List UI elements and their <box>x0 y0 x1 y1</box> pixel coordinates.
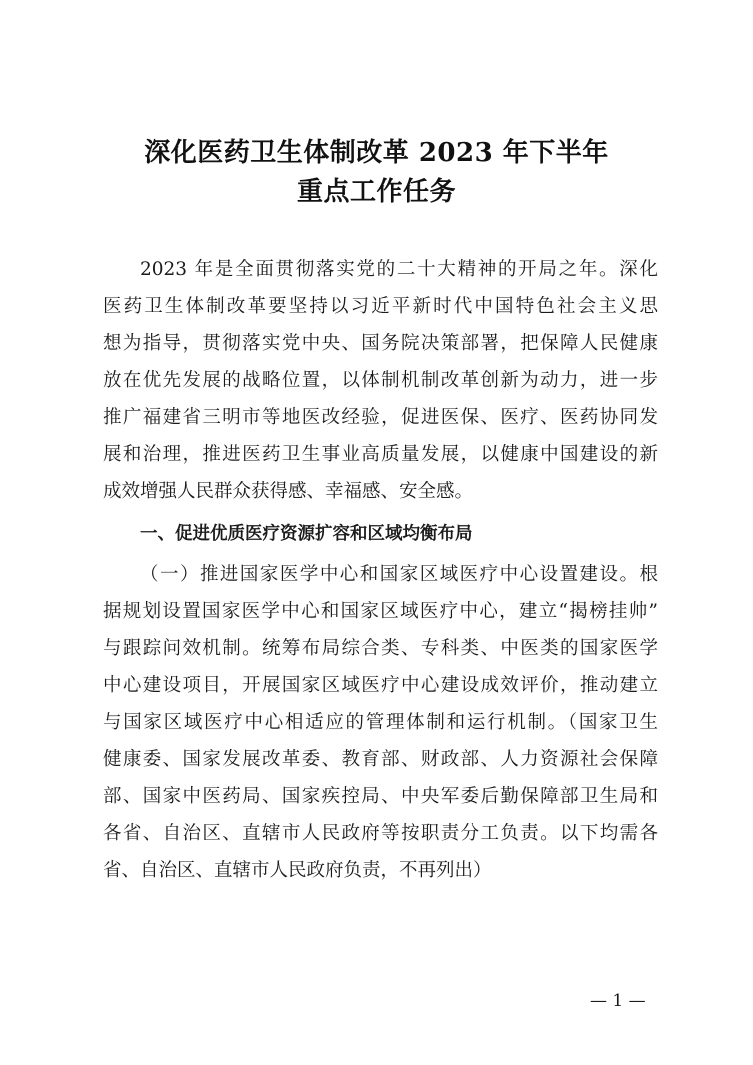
intro-line: 推广福建省三明市等地医改经验，促进医保、医疗、医药协同发 <box>103 407 658 428</box>
intro-line: 成效增强人民群众获得感、幸福感、安全感。 <box>103 481 474 502</box>
subsection-line: 健康委、国家发展改革委、教育部、财政部、人力资源社会保障 <box>103 749 658 770</box>
subsection-line: 与跟踪问效机制。统筹布局综合类、专科类、中医类的国家医学 <box>103 638 658 659</box>
intro-line: 展和治理，推进医药卫生事业高质量发展，以健康中国建设的新 <box>103 444 658 465</box>
subsection-line: 各省、自治区、直辖市人民政府等按职责分工负责。以下均需各 <box>103 823 658 844</box>
document-title-line-1: 深化医药卫生体制改革 2023 年下半年 <box>144 138 609 168</box>
subsection-line: 省、自治区、直辖市人民政府负责，不再列出） <box>103 860 492 881</box>
subsection-line: 与国家区域医疗中心相适应的管理体制和运行机制。（国家卫生 <box>103 712 658 733</box>
intro-line: 想为指导，贯彻落实党中央、国务院决策部署，把保障人民健康 <box>103 333 658 354</box>
page-number: — 1 — <box>590 991 646 1011</box>
subsection-line: 据规划设置国家医学中心和国家区域医疗中心，建立“揭榜挂帅” <box>103 601 658 622</box>
subsection-line: 部、国家中医药局、国家疾控局、中央军委后勤保障部卫生局和 <box>103 786 658 807</box>
intro-line: 医药卫生体制改革要坚持以习近平新时代中国特色社会主义思 <box>103 296 658 317</box>
subsection-line: 中心建设项目，开展国家区域医疗中心建设成效评价，推动建立 <box>103 675 658 696</box>
section-heading: 一、促进优质医疗资源扩容和区域均衡布局 <box>140 524 473 544</box>
subsection-line: （一）推进国家医学中心和国家区域医疗中心设置建设。根 <box>140 564 658 585</box>
intro-line: 2023 年是全面贯彻落实党的二十大精神的开局之年。深化 <box>140 259 658 280</box>
intro-line: 放在优先发展的战略位置，以体制机制改革创新为动力，进一步 <box>103 370 658 391</box>
document-title-line-2: 重点工作任务 <box>296 177 456 207</box>
